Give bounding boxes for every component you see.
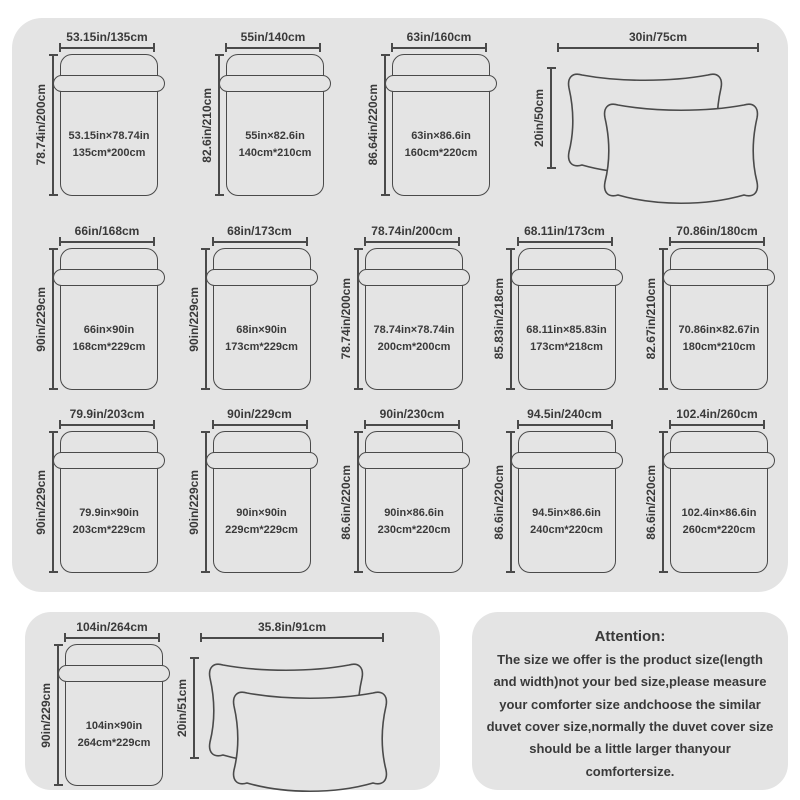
top-dimension-label: 55in/140cm [240, 30, 306, 44]
duvet-size-diagram [337, 407, 463, 573]
top-dimension-label: 68.11in/173cm [524, 224, 605, 238]
duvet-outline [670, 431, 768, 573]
size-cm: 240cm*220cm [530, 523, 603, 536]
duvet-outline [365, 431, 463, 573]
duvet-outline [213, 431, 311, 573]
duvet-band [206, 269, 318, 286]
top-dimension-label: 78.74in/200cm [371, 224, 453, 238]
side-dimension-label: 86.6in/220cm [491, 464, 506, 540]
duvet-size-diagram [185, 224, 311, 390]
duvet-band [358, 269, 470, 286]
top-dimension-label: 79.9in/203cm [69, 407, 145, 421]
side-dimension-line [57, 644, 59, 786]
side-dimension-line [510, 248, 512, 390]
duvet-size-diagram [185, 407, 311, 573]
duvet-band [358, 452, 470, 469]
top-dimension-line [557, 47, 759, 49]
size-inches: 68.11in×85.83in [526, 323, 607, 336]
duvet-outline [60, 54, 158, 196]
duvet-size-diagram [642, 407, 768, 573]
pillow-size-diagram [173, 620, 395, 795]
duvet-outline [213, 248, 311, 390]
size-row-1 [26, 30, 774, 207]
duvet-outline [60, 248, 158, 390]
size-cm: 200cm*200cm [377, 340, 451, 353]
top-dimension-line [669, 424, 765, 426]
top-dimension-line [364, 241, 460, 243]
side-dimension-line [662, 431, 664, 573]
top-dimension-line [669, 241, 765, 243]
size-cm: 264cm*229cm [77, 736, 151, 749]
top-dimension-line [225, 47, 321, 49]
side-dimension-line [52, 431, 54, 573]
attention-title: Attention: [594, 628, 666, 645]
top-dimension-label: 30in/75cm [628, 30, 688, 44]
duvet-outline [226, 54, 324, 196]
king-size-panel [25, 612, 440, 790]
bottom-section [25, 612, 788, 790]
duvet-band [53, 452, 165, 469]
size-row-3 [26, 407, 774, 573]
duvet-size-diagram [490, 224, 616, 390]
side-dimension-line [193, 657, 195, 759]
size-cm: 135cm*200cm [72, 146, 146, 159]
duvet-band [219, 75, 331, 92]
duvet-outline [518, 248, 616, 390]
duvet-size-diagram [642, 224, 768, 390]
duvet-band [663, 452, 775, 469]
size-inches: 55in×82.6in [245, 129, 305, 142]
duvet-band [663, 269, 775, 286]
size-cm: 168cm*229cm [72, 340, 146, 353]
top-dimension-line [212, 241, 308, 243]
duvet-band [53, 75, 165, 92]
size-cm: 180cm*210cm [682, 340, 756, 353]
attention-body: The size we offer is the product size(length and width)not your bed size,please measure your comforter size andchoose the similar duvet cover size,normally the duvet cover size should be a little larger thanyour comfortersize. [486, 652, 774, 779]
size-inches: 66in×90in [83, 323, 135, 336]
size-inches: 79.9in×90in [79, 506, 139, 519]
top-dimension-label: 102.4in/260cm [676, 407, 758, 421]
side-dimension-line [357, 431, 359, 573]
side-dimension-label: 78.74in/200cm [339, 278, 353, 360]
duvet-band [511, 452, 623, 469]
side-dimension-line [384, 54, 386, 196]
duvet-band [206, 452, 318, 469]
duvet-outline [365, 248, 463, 390]
top-dimension-line [59, 241, 155, 243]
side-dimension-label: 90in/229cm [34, 286, 48, 352]
side-dimension-label: 90in/229cm [39, 682, 53, 748]
side-dimension-label: 86.64in/220cm [366, 84, 380, 166]
size-cm: 229cm*229cm [225, 523, 298, 536]
size-inches: 53.15in×78.74in [68, 129, 150, 142]
side-dimension-label: 86.6in/220cm [644, 464, 658, 540]
size-cm: 230cm*220cm [377, 523, 451, 536]
size-inches: 90in×86.6in [384, 506, 444, 519]
duvet-outline [392, 54, 490, 196]
duvet-band [385, 75, 497, 92]
duvet-band [511, 269, 623, 286]
top-dimension-label: 63in/160cm [406, 30, 472, 44]
attention-panel [472, 612, 788, 790]
duvet-size-diagram [364, 30, 490, 196]
size-inches: 90in×90in [236, 506, 287, 519]
size-inches: 68in×90in [236, 323, 287, 336]
top-dimension-line [64, 637, 160, 639]
side-dimension-label: 20in/50cm [532, 88, 546, 148]
top-dimension-label: 66in/168cm [74, 224, 140, 238]
top-dimension-line [391, 47, 487, 49]
size-chart-panel [12, 18, 788, 592]
duvet-band [53, 269, 165, 286]
duvet-size-diagram [337, 224, 463, 390]
duvet-outline [65, 644, 163, 786]
top-dimension-label: 53.15in/135cm [66, 30, 148, 44]
pillow-size-diagram [530, 30, 768, 207]
size-inches: 102.4in×86.6in [681, 506, 757, 519]
top-dimension-line [517, 241, 613, 243]
side-dimension-label: 90in/229cm [34, 469, 48, 535]
duvet-size-diagram [198, 30, 324, 196]
top-dimension-label: 68in/173cm [227, 224, 292, 238]
top-dimension-label: 104in/264cm [76, 620, 148, 634]
duvet-size-diagram [490, 407, 616, 573]
side-dimension-line [52, 248, 54, 390]
side-dimension-line [510, 431, 512, 573]
duvet-outline [518, 431, 616, 573]
duvet-size-diagram [37, 620, 163, 786]
side-dimension-line [218, 54, 220, 196]
duvet-size-diagram [32, 224, 158, 390]
top-dimension-line [517, 424, 613, 426]
top-dimension-line [59, 424, 155, 426]
top-dimension-label: 70.86in/180cm [676, 224, 758, 238]
size-cm: 203cm*229cm [72, 523, 146, 536]
side-dimension-line [52, 54, 54, 196]
duvet-size-diagram [32, 30, 158, 196]
size-cm: 140cm*210cm [238, 146, 312, 159]
duvet-outline [670, 248, 768, 390]
duvet-band [58, 665, 170, 682]
side-dimension-label: 90in/229cm [186, 469, 201, 535]
top-dimension-line [59, 47, 155, 49]
top-dimension-label: 35.8in/91cm [257, 620, 327, 634]
side-dimension-label: 78.74in/200cm [34, 84, 48, 166]
size-cm: 173cm*229cm [225, 340, 298, 353]
side-dimension-line [662, 248, 664, 390]
pillow-illustration [556, 55, 768, 207]
size-inches: 94.5in×86.6in [532, 506, 601, 519]
top-dimension-line [212, 424, 308, 426]
top-dimension-label: 90in/229cm [227, 407, 292, 421]
side-dimension-label: 86.6in/220cm [339, 464, 353, 540]
size-cm: 160cm*220cm [404, 146, 478, 159]
size-inches: 78.74in×78.74in [373, 323, 455, 336]
side-dimension-label: 82.67in/210cm [644, 278, 658, 360]
side-dimension-label: 20in/51cm [175, 678, 189, 738]
side-dimension-label: 82.6in/210cm [200, 87, 214, 163]
duvet-outline [60, 431, 158, 573]
side-dimension-line [357, 248, 359, 390]
side-dimension-line [205, 248, 207, 390]
size-cm: 173cm*218cm [530, 340, 603, 353]
side-dimension-label: 90in/229cm [186, 286, 201, 352]
size-inches: 70.86in×82.67in [678, 323, 760, 336]
top-dimension-label: 90in/230cm [379, 407, 445, 421]
size-row-2 [26, 224, 774, 390]
size-inches: 104in×90in [85, 719, 143, 732]
duvet-size-diagram [32, 407, 158, 573]
pillow-illustration [199, 645, 395, 795]
top-dimension-line [364, 424, 460, 426]
top-dimension-label: 94.5in/240cm [527, 407, 602, 421]
side-dimension-label: 85.83in/218cm [491, 278, 506, 360]
side-dimension-line [550, 67, 552, 169]
side-dimension-line [205, 431, 207, 573]
size-cm: 260cm*220cm [682, 523, 756, 536]
top-dimension-line [200, 637, 384, 639]
size-inches: 63in×86.6in [411, 129, 471, 142]
